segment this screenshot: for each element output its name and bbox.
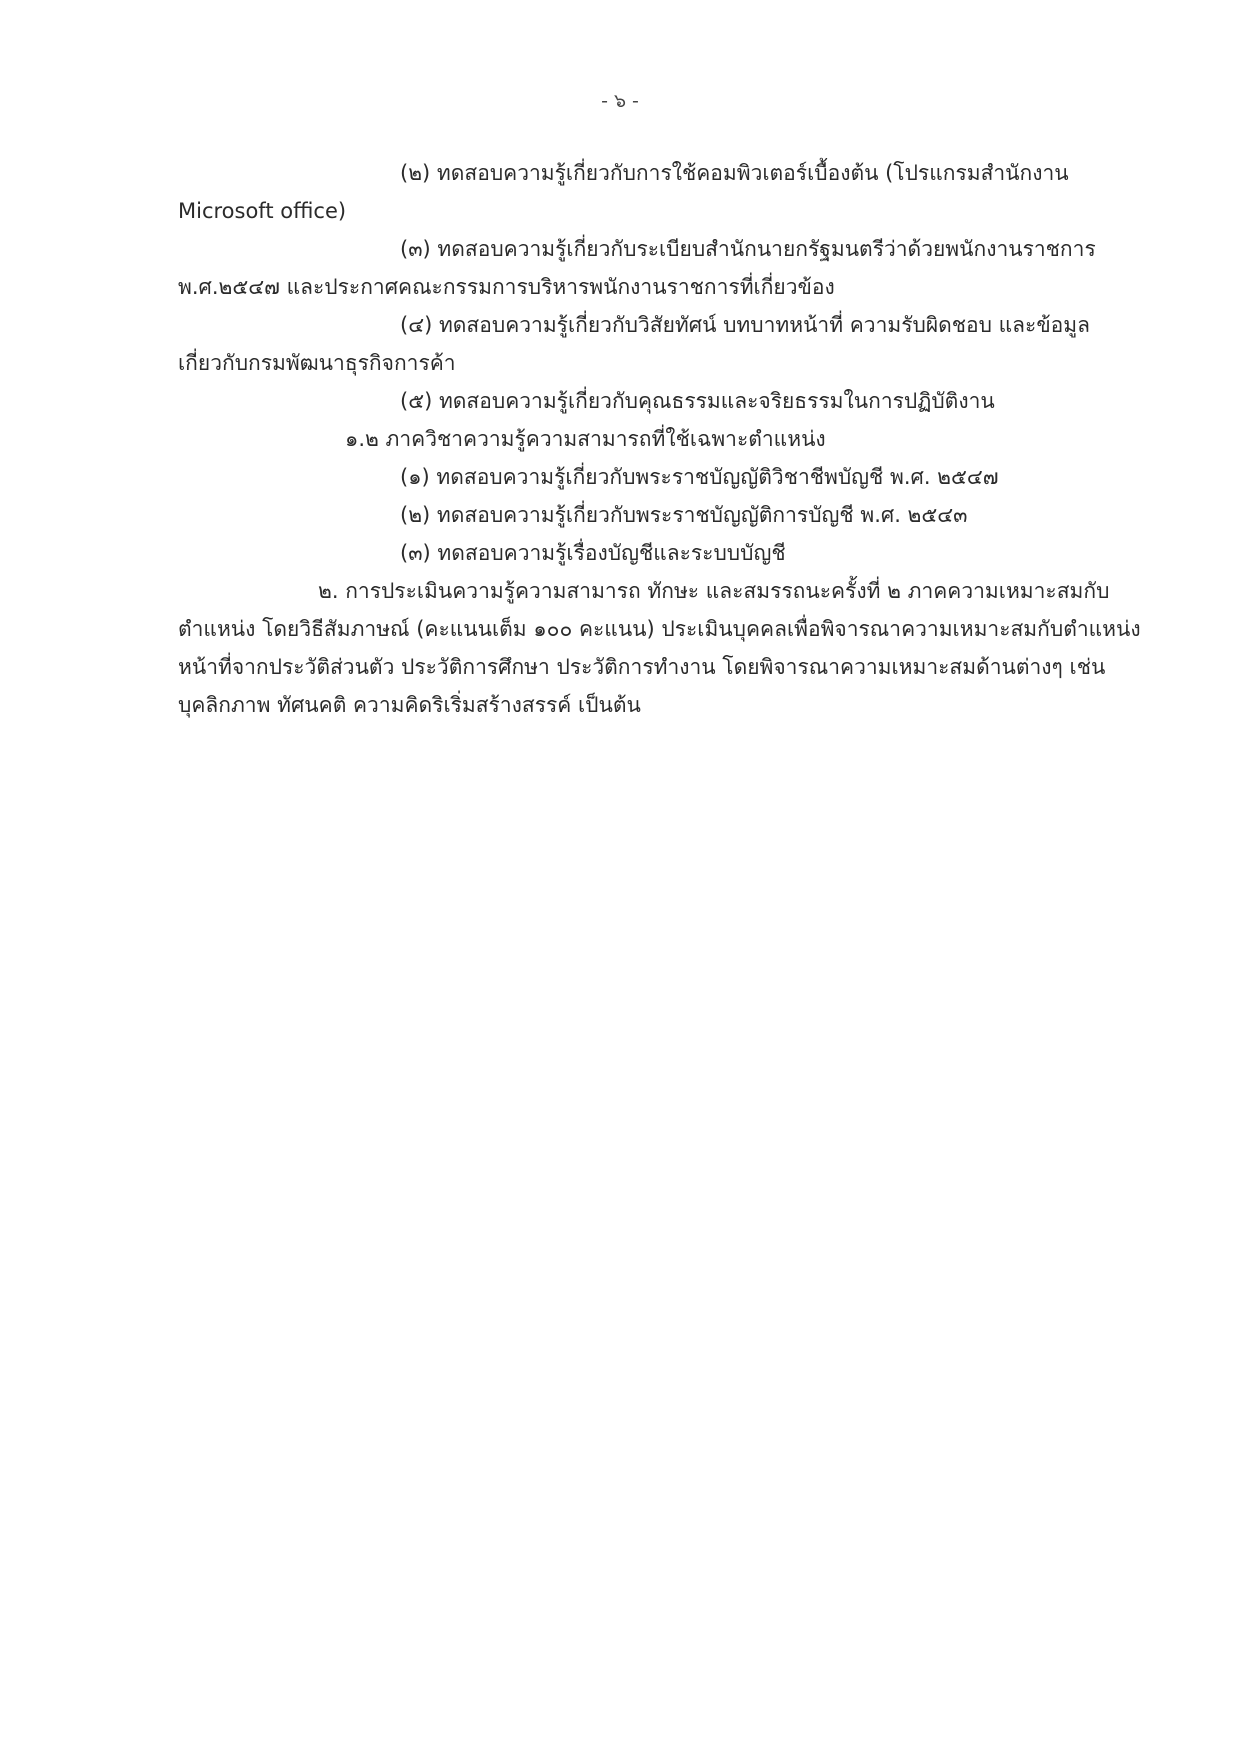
sub-item-2: (๒) ทดสอบความรู้เกี่ยวกับพระราชบัญญัติการบัญชี พ.ศ. ๒๕๔๓ [400, 503, 968, 527]
item-2-line-1: (๒) ทดสอบความรู้เกี่ยวกับการใช้คอมพิวเตอร์เบื้องต้น (โปรแกรมสำนักงาน [400, 161, 1069, 185]
item-2-line-2: Microsoft office) [178, 199, 347, 223]
paragraph-2-line-1: ๒. การประเมินความรู้ความสามารถ ทักษะ และสมรรถนะครั้งที่ ๒ ภาคความเหมาะสมกับ [318, 579, 1110, 603]
sub-item-1: (๑) ทดสอบความรู้เกี่ยวกับพระราชบัญญัติวิชาชีพบัญชี พ.ศ. ๒๕๔๗ [400, 465, 999, 489]
item-3-line-1: (๓) ทดสอบความรู้เกี่ยวกับระเบียบสำนักนายกรัฐมนตรีว่าด้วยพนักงานราชการ [400, 237, 1096, 261]
item-4-line-1: (๔) ทดสอบความรู้เกี่ยวกับวิสัยทัศน์ บทบาทหน้าที่ ความรับผิดชอบ และข้อมูล [400, 313, 1091, 337]
item-3-line-2: พ.ศ.๒๕๔๗ และประกาศคณะกรรมการบริหารพนักงานราชการที่เกี่ยวข้อง [178, 275, 835, 299]
page-number: - ๖ - [601, 90, 639, 112]
item-4-line-2: เกี่ยวกับกรมพัฒนาธุรกิจการค้า [178, 351, 456, 375]
paragraph-2-line-2: ตำแหน่ง โดยวิธีสัมภาษณ์ (คะแนนเต็ม ๑๐๐ คะแนน) ประเมินบุคคลเพื่อพิจารณาความเหมาะสมกับตำแหน่ง [178, 617, 1141, 641]
sub-item-3: (๓) ทดสอบความรู้เรื่องบัญชีและระบบบัญชี [400, 541, 786, 565]
paragraph-2-line-3: หน้าที่จากประวัติส่วนตัว ประวัติการศึกษา ประวัติการทำงาน โดยพิจารณาความเหมาะสมด้านต่างๆ เช่น [178, 655, 1106, 679]
paragraph-2-line-4: บุคลิกภาพ ทัศนคติ ความคิดริเริ่มสร้างสรรค์ เป็นต้น [178, 693, 641, 717]
section-1-2-heading: ๑.๒ ภาควิชาความรู้ความสามารถที่ใช้เฉพาะตำแหน่ง [345, 427, 826, 451]
item-5: (๕) ทดสอบความรู้เกี่ยวกับคุณธรรมและจริยธรรมในการปฏิบัติงาน [400, 389, 995, 413]
